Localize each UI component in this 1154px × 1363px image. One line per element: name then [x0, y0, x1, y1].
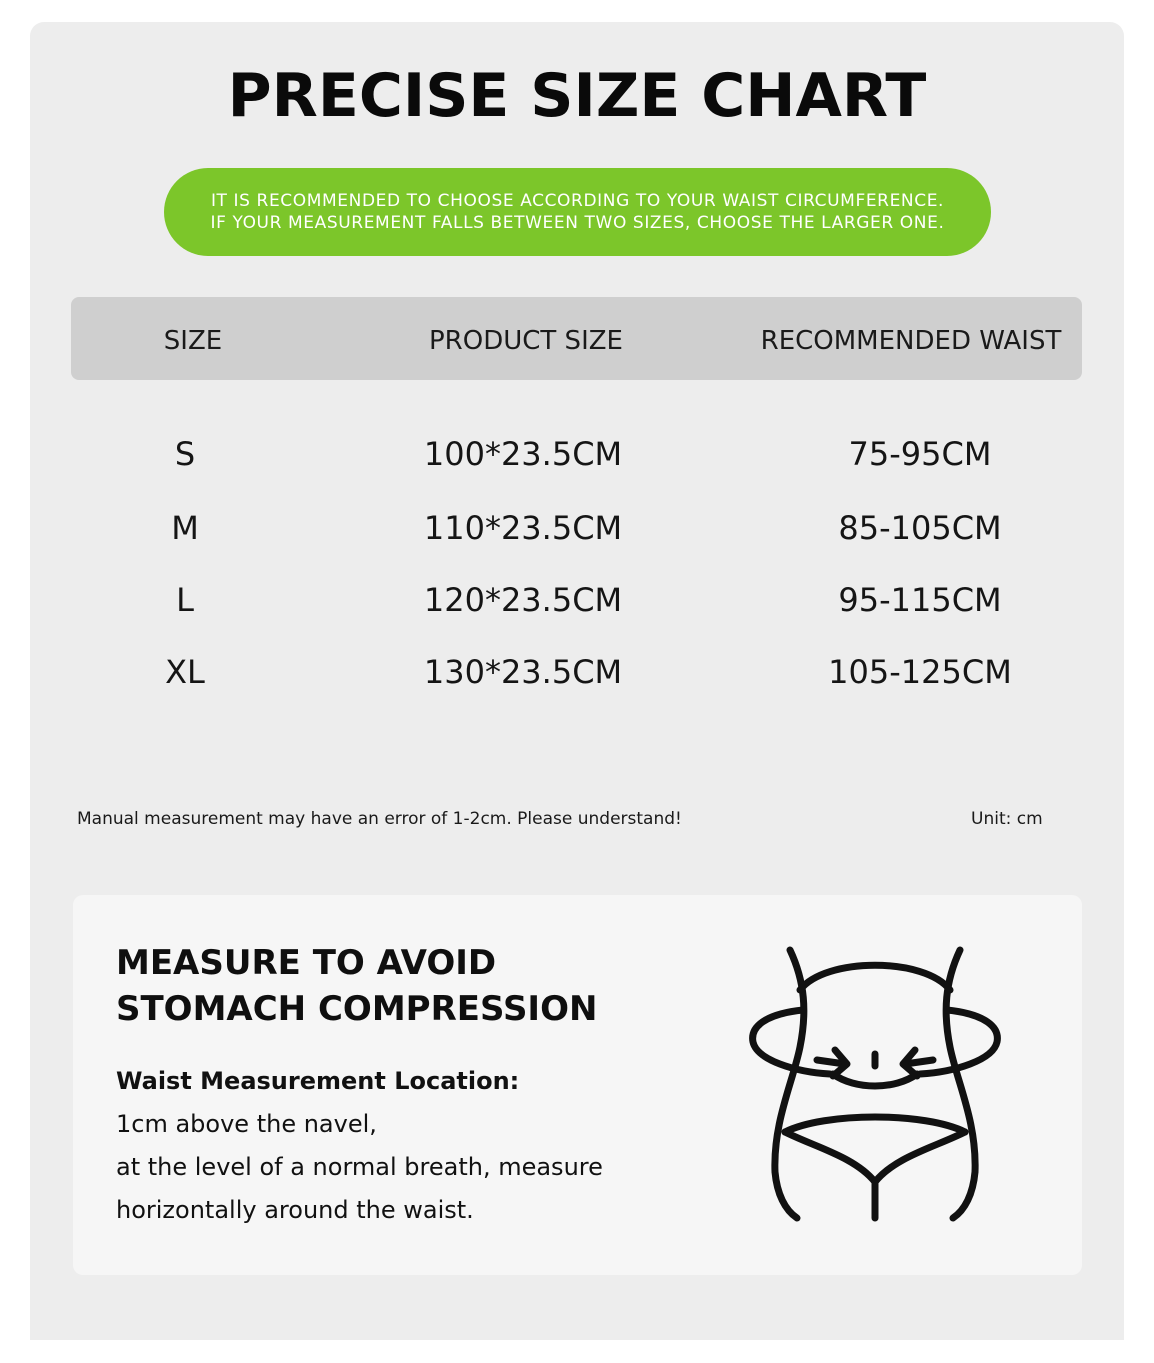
- measurement-disclaimer: Manual measurement may have an error of 1-2cm. Please understand!: [77, 809, 682, 829]
- table-row: [0, 424, 1154, 484]
- recommendation-line-1: IT IS RECOMMENDED TO CHOOSE ACCORDING TO YOUR WAIST CIRCUMFERENCE.: [210, 191, 945, 211]
- size-cell: L: [176, 581, 194, 619]
- waist-cell: 105-125CM: [828, 653, 1012, 691]
- product-size-cell: 130*23.5CM: [423, 653, 623, 691]
- page-title: PRECISE SIZE CHART: [227, 61, 927, 131]
- table-row: [0, 498, 1154, 558]
- size-cell: S: [174, 435, 196, 473]
- header-recommended-waist: RECOMMENDED WAIST: [760, 326, 1062, 356]
- unit-label: Unit: cm: [971, 809, 1043, 829]
- waist-cell: 95-115CM: [838, 581, 1002, 619]
- waist-cell: 75-95CM: [848, 435, 992, 473]
- measure-title-line-2: STOMACH COMPRESSION: [116, 989, 598, 1029]
- product-size-cell: 100*23.5CM: [423, 435, 623, 473]
- waist-measurement-figure-icon: [745, 942, 1005, 1226]
- header-size: SIZE: [163, 326, 223, 356]
- table-row: [0, 570, 1154, 630]
- recommendation-line-2: IF YOUR MEASUREMENT FALLS BETWEEN TWO SIZES, CHOOSE THE LARGER ONE.: [210, 213, 945, 233]
- table-header: [71, 297, 1082, 380]
- size-cell: M: [171, 509, 199, 547]
- measure-title-line-1: MEASURE TO AVOID: [116, 943, 497, 983]
- product-size-cell: 120*23.5CM: [423, 581, 623, 619]
- measure-instruction-line: horizontally around the waist.: [116, 1196, 474, 1224]
- recommendation-banner: [164, 168, 991, 256]
- measure-location-heading: Waist Measurement Location:: [116, 1067, 520, 1095]
- measure-guide-title: [116, 940, 597, 1032]
- size-cell: XL: [165, 653, 205, 691]
- measure-instruction-line: 1cm above the navel,: [116, 1110, 377, 1138]
- waist-cell: 85-105CM: [838, 509, 1002, 547]
- measure-instruction-line: at the level of a normal breath, measure: [116, 1153, 603, 1181]
- header-product-size: PRODUCT SIZE: [429, 326, 623, 356]
- product-size-cell: 110*23.5CM: [423, 509, 623, 547]
- table-row: [0, 642, 1154, 702]
